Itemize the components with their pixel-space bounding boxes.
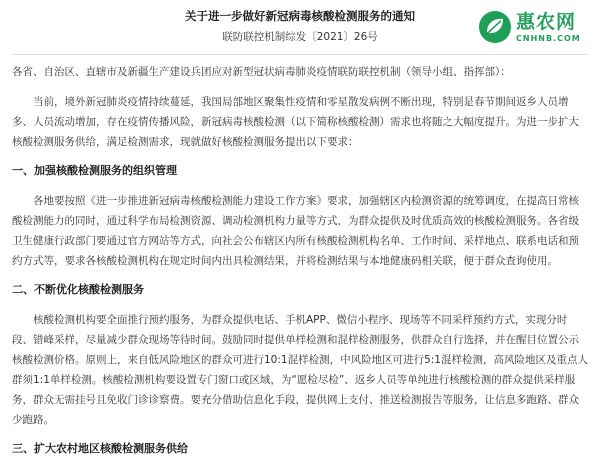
notice-title: 关于进一步做好新冠病毒核酸检测服务的通知 — [185, 9, 415, 23]
site-logo[interactable] — [478, 8, 590, 48]
section-2-body: 核酸检测机构要全面推行预约服务，为群众提供电话、手机APP、微信小程序、现场等不同采样预约方式，实现分时段、错峰采样，尽量减少群众现场等待时间。鼓励同时提供单样检测和混样检测服务，供群众自行选择，并在醒目位置公示核酸检测价格。原则上，来自低风险地区的群众可进行10:1混样检测，中风险地区可进行5:1混样检测，高风险地区及重点人群须1:1单样检测。核酸检测机构要设置专门窗口或区域，为“愿检尽检”、返乡人员等单纯进行核酸检测的群众提供采样服务，群众无需挂号且免收门诊诊察费。要充分借助信息化手段，提供网上支付、推送检测报告等服务，让信息多跑路、群众少跑路。 — [12, 314, 588, 426]
logo-domain: CNHNB.COM — [516, 34, 581, 43]
section-2-heading: 二、不断优化核酸检测服务 — [12, 283, 144, 296]
title-divider — [12, 54, 588, 55]
intro-paragraph: 当前，境外新冠肺炎疫情持续蔓延，我国局部地区聚集性疫情和零星散发病例不断出现，特别是春节期间返乡人员增多、人员流动增加，存在疫情传播风险，新冠病毒核酸检测（以下简称核酸检测）需求也将随之大幅度提升。为进一步扩大核酸检测服务供给，满足检测需求，现就做好核酸检测服务提出以下要求： — [12, 96, 579, 148]
document-number: 联防联控机制综发〔2021〕26号 — [222, 31, 378, 43]
logo-name: 惠农网 — [516, 11, 577, 33]
addressee-line: 各省、自治区、直辖市及新疆生产建设兵团应对新型冠状病毒肺炎疫情联防联控机制（领导小组、指挥部）： — [12, 66, 511, 78]
leaf-logo-icon — [478, 10, 512, 44]
section-3-heading: 三、扩大农村地区核酸检测服务供给 — [12, 442, 188, 455]
section-1-heading: 一、加强核酸检测服务的组织管理 — [12, 164, 177, 177]
section-1-body: 各地要按照《进一步推进新冠病毒核酸检测能力建设工作方案》要求，加强辖区内检测资源的统筹调度，在提高日常核酸检测能力的同时，通过科学布局检测资源、调动检测机构力量等方式，为群众提供及时优质高效的核酸检测服务。各省级卫生健康行政部门要通过官方网站等方式，向社会公布辖区内所有核酸检测机构名单、工作时间、采样地点、联系电话和预约方式等，要求各核酸检测机构在规定时间内出具检测结果，并将检测结果与本地健康码相关联，便于群众查询使用。 — [12, 195, 579, 267]
